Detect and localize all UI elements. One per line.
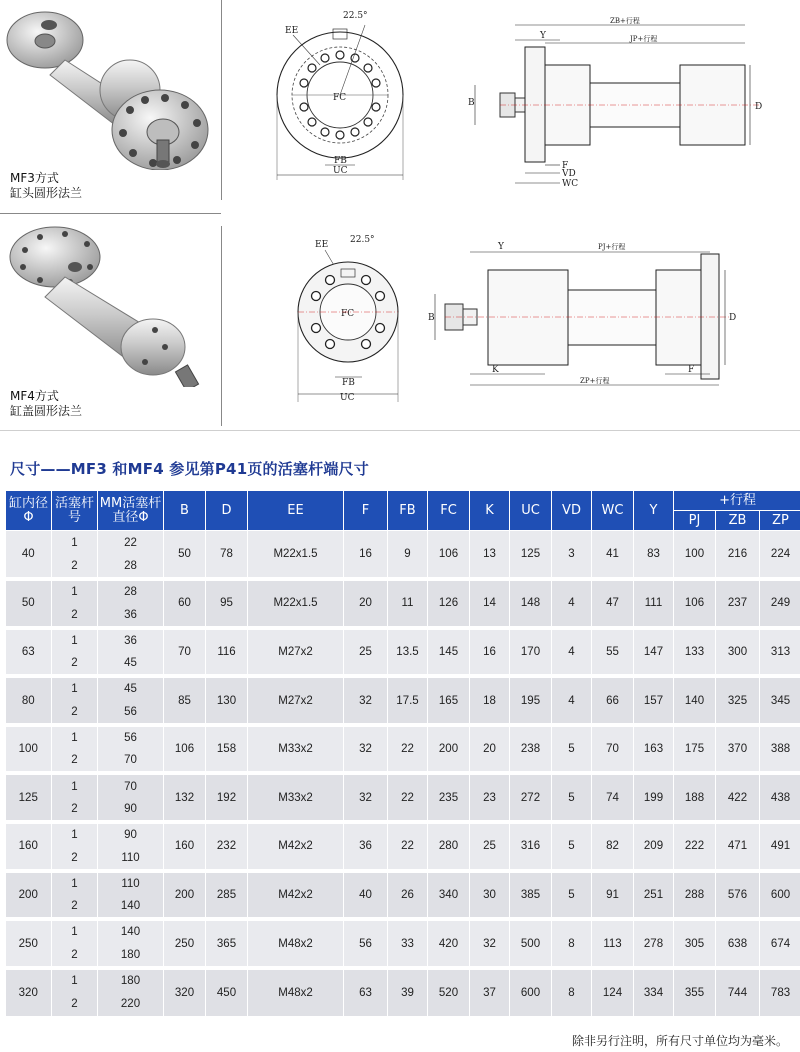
cell-bore: 200 (6, 871, 52, 920)
cell-f: 32 (344, 725, 388, 774)
cell-bore: 250 (6, 919, 52, 968)
cell-y: 111 (634, 579, 674, 628)
cell-rod-no: 1 (52, 628, 98, 652)
cell-rod-dia: 56 (98, 701, 164, 725)
cell-vd: 5 (552, 822, 592, 871)
cell-wc: 124 (592, 968, 634, 1017)
cell-rod-no: 1 (52, 676, 98, 700)
table-row (6, 919, 800, 943)
cell-fc: 106 (428, 531, 470, 580)
mf4-front-view (280, 232, 410, 407)
cell-rod-dia: 70 (98, 749, 164, 773)
cell-zp: 674 (760, 919, 800, 968)
cell-b: 85 (164, 676, 206, 725)
mf3-caption (10, 171, 82, 201)
cell-uc: 316 (510, 822, 552, 871)
divider-vertical (221, 0, 222, 200)
cell-wc: 113 (592, 919, 634, 968)
header-vd: VD (552, 491, 592, 531)
cell-y: 157 (634, 676, 674, 725)
header-ee: EE (248, 491, 344, 531)
cell-fc: 235 (428, 773, 470, 822)
cell-fb: 9 (388, 531, 428, 580)
cell-zb: 216 (716, 531, 760, 580)
cell-rod-dia: 140 (98, 895, 164, 919)
cell-zp: 438 (760, 773, 800, 822)
cell-rod-dia: 180 (98, 968, 164, 992)
label-uc: UC (340, 393, 355, 403)
cell-b: 250 (164, 919, 206, 968)
cell-zp: 249 (760, 579, 800, 628)
cell-f: 40 (344, 871, 388, 920)
mf4-caption (10, 389, 82, 419)
cell-rod-no: 2 (52, 652, 98, 676)
cell-ee: M22x1.5 (248, 579, 344, 628)
footnote: 除非另行注明，所有尺寸单位均为毫米。 (571, 1034, 788, 1048)
cell-ee: M33x2 (248, 725, 344, 774)
header-rod-no: 活塞杆号 (52, 491, 98, 531)
cell-rod-dia: 36 (98, 628, 164, 652)
cell-rod-no: 2 (52, 944, 98, 968)
cell-rod-dia: 45 (98, 676, 164, 700)
cell-b: 60 (164, 579, 206, 628)
cell-zb: 237 (716, 579, 760, 628)
cell-rod-no: 1 (52, 531, 98, 555)
cell-uc: 600 (510, 968, 552, 1017)
dimension-table (5, 490, 800, 1016)
cell-fc: 126 (428, 579, 470, 628)
cell-uc: 272 (510, 773, 552, 822)
cell-zp: 313 (760, 628, 800, 677)
cell-vd: 8 (552, 968, 592, 1017)
cell-k: 18 (470, 676, 510, 725)
cell-d: 158 (206, 725, 248, 774)
cell-wc: 47 (592, 579, 634, 628)
cell-rod-dia: 110 (98, 846, 164, 870)
cell-uc: 238 (510, 725, 552, 774)
cell-rod-dia: 28 (98, 579, 164, 603)
cell-vd: 4 (552, 579, 592, 628)
cell-f: 32 (344, 773, 388, 822)
cell-bore: 125 (6, 773, 52, 822)
cell-b: 160 (164, 822, 206, 871)
header-fc: FC (428, 491, 470, 531)
cell-ee: M22x1.5 (248, 531, 344, 580)
cell-vd: 5 (552, 725, 592, 774)
cell-rod-dia: 140 (98, 919, 164, 943)
table-row (6, 676, 800, 700)
cell-rod-no: 2 (52, 555, 98, 579)
cell-f: 56 (344, 919, 388, 968)
cell-d: 78 (206, 531, 248, 580)
header-rod-dia: MM活塞杆直径Φ (98, 491, 164, 531)
cell-wc: 82 (592, 822, 634, 871)
cell-k: 37 (470, 968, 510, 1017)
cell-y: 278 (634, 919, 674, 968)
cell-f: 36 (344, 822, 388, 871)
cell-rod-no: 1 (52, 579, 98, 603)
cell-f: 32 (344, 676, 388, 725)
cell-zb: 638 (716, 919, 760, 968)
mf4-side-view (420, 232, 795, 392)
cell-rod-dia: 36 (98, 603, 164, 627)
cell-pj: 188 (674, 773, 716, 822)
label-jp: JP+行程 (630, 35, 658, 43)
cell-rod-dia: 45 (98, 652, 164, 676)
label-d: D (729, 313, 737, 323)
cell-b: 70 (164, 628, 206, 677)
cell-k: 32 (470, 919, 510, 968)
cell-b: 50 (164, 531, 206, 580)
label-zp: ZP+行程 (580, 377, 610, 385)
cell-wc: 91 (592, 871, 634, 920)
label-d: D (755, 102, 763, 112)
label-fb: FB (334, 156, 347, 166)
header-f: F (344, 491, 388, 531)
cell-ee: M48x2 (248, 919, 344, 968)
cell-d: 232 (206, 822, 248, 871)
label-vd: VD (562, 169, 576, 179)
cell-fc: 165 (428, 676, 470, 725)
label-wc: WC (562, 179, 579, 189)
cell-rod-dia: 22 (98, 531, 164, 555)
cell-fb: 13.5 (388, 628, 428, 677)
header-bore: 缸内径 Φ (6, 491, 52, 531)
cell-uc: 500 (510, 919, 552, 968)
cell-zb: 576 (716, 871, 760, 920)
cell-zb: 744 (716, 968, 760, 1017)
cell-k: 23 (470, 773, 510, 822)
cell-b: 106 (164, 725, 206, 774)
cell-rod-dia: 28 (98, 555, 164, 579)
divider-horizontal (0, 430, 800, 431)
cell-fb: 39 (388, 968, 428, 1017)
cell-rod-no: 2 (52, 798, 98, 822)
cell-pj: 175 (674, 725, 716, 774)
cell-pj: 288 (674, 871, 716, 920)
header-d: D (206, 491, 248, 531)
label-y: Y (540, 31, 546, 41)
cell-ee: M42x2 (248, 822, 344, 871)
cell-fb: 17.5 (388, 676, 428, 725)
cell-rod-dia: 180 (98, 944, 164, 968)
cell-fc: 200 (428, 725, 470, 774)
mf4-caption-title: MF4方式 (10, 389, 59, 403)
cell-k: 20 (470, 725, 510, 774)
cell-zp: 491 (760, 822, 800, 871)
cell-bore: 50 (6, 579, 52, 628)
cell-y: 251 (634, 871, 674, 920)
cell-vd: 4 (552, 676, 592, 725)
cell-fc: 420 (428, 919, 470, 968)
cell-vd: 5 (552, 871, 592, 920)
cell-uc: 170 (510, 628, 552, 677)
cell-k: 16 (470, 628, 510, 677)
cell-uc: 385 (510, 871, 552, 920)
cell-pj: 140 (674, 676, 716, 725)
cell-fb: 11 (388, 579, 428, 628)
cell-f: 25 (344, 628, 388, 677)
label-fc: FC (341, 309, 355, 319)
label-b: B (428, 313, 435, 323)
label-fb: FB (342, 378, 355, 388)
cell-rod-no: 2 (52, 701, 98, 725)
cell-pj: 133 (674, 628, 716, 677)
cell-rod-dia: 220 (98, 992, 164, 1016)
cell-vd: 3 (552, 531, 592, 580)
cell-d: 95 (206, 579, 248, 628)
cell-rod-dia: 110 (98, 871, 164, 895)
label-f: F (562, 161, 569, 171)
header-y: Y (634, 491, 674, 531)
label-angle: 22.5° (350, 235, 375, 245)
cell-d: 450 (206, 968, 248, 1017)
label-uc: UC (333, 166, 348, 176)
mf3-caption-title: MF3方式 (10, 171, 59, 185)
cell-zp: 224 (760, 531, 800, 580)
mf3-side-view (460, 5, 795, 190)
label-zb: ZB+行程 (610, 17, 640, 25)
label-angle: 22.5° (343, 11, 368, 21)
cell-ee: M48x2 (248, 968, 344, 1017)
cell-fc: 340 (428, 871, 470, 920)
label-ee: EE (285, 26, 299, 36)
cell-zp: 388 (760, 725, 800, 774)
cell-wc: 66 (592, 676, 634, 725)
cell-zb: 325 (716, 676, 760, 725)
cell-rod-no: 1 (52, 773, 98, 797)
mf3-front-view (265, 5, 415, 190)
cell-rod-no: 2 (52, 895, 98, 919)
divider-vertical (221, 226, 222, 426)
cell-pj: 106 (674, 579, 716, 628)
cell-rod-no: 1 (52, 919, 98, 943)
cell-rod-no: 2 (52, 992, 98, 1016)
cell-y: 199 (634, 773, 674, 822)
table-row (6, 968, 800, 992)
cell-fb: 22 (388, 725, 428, 774)
cell-b: 320 (164, 968, 206, 1017)
cell-rod-dia: 90 (98, 822, 164, 846)
label-pj: PJ+行程 (598, 243, 626, 251)
cell-zp: 600 (760, 871, 800, 920)
cell-zb: 471 (716, 822, 760, 871)
cell-ee: M33x2 (248, 773, 344, 822)
cell-rod-no: 1 (52, 871, 98, 895)
label-fc: FC (333, 93, 347, 103)
cell-b: 132 (164, 773, 206, 822)
label-ee: EE (315, 240, 329, 250)
cell-rod-no: 1 (52, 725, 98, 749)
cell-fb: 33 (388, 919, 428, 968)
header-wc: WC (592, 491, 634, 531)
cell-bore: 160 (6, 822, 52, 871)
cell-y: 83 (634, 531, 674, 580)
cell-pj: 355 (674, 968, 716, 1017)
label-b: B (468, 98, 475, 108)
cell-k: 30 (470, 871, 510, 920)
mf4-render-image (5, 222, 215, 387)
cell-zp: 345 (760, 676, 800, 725)
cell-pj: 100 (674, 531, 716, 580)
header-b: B (164, 491, 206, 531)
table-row (6, 773, 800, 797)
cell-k: 25 (470, 822, 510, 871)
cell-vd: 4 (552, 628, 592, 677)
cell-uc: 195 (510, 676, 552, 725)
cell-pj: 305 (674, 919, 716, 968)
cell-ee: M27x2 (248, 628, 344, 677)
cell-ee: M42x2 (248, 871, 344, 920)
cell-d: 130 (206, 676, 248, 725)
label-f: F (688, 365, 695, 375)
cell-d: 365 (206, 919, 248, 968)
cell-uc: 148 (510, 579, 552, 628)
cell-rod-no: 1 (52, 968, 98, 992)
cell-fb: 22 (388, 822, 428, 871)
divider-horizontal (0, 213, 221, 214)
cell-wc: 55 (592, 628, 634, 677)
cell-fc: 280 (428, 822, 470, 871)
cell-bore: 63 (6, 628, 52, 677)
cell-ee: M27x2 (248, 676, 344, 725)
cell-pj: 222 (674, 822, 716, 871)
mf3-render-image (5, 5, 215, 170)
cell-wc: 41 (592, 531, 634, 580)
cell-y: 163 (634, 725, 674, 774)
cell-fc: 520 (428, 968, 470, 1017)
cell-zb: 422 (716, 773, 760, 822)
cell-d: 285 (206, 871, 248, 920)
header-zb: ZB (716, 511, 760, 531)
cell-wc: 74 (592, 773, 634, 822)
cell-bore: 100 (6, 725, 52, 774)
cell-zb: 300 (716, 628, 760, 677)
mf4-caption-subtitle: 缸盖圆形法兰 (10, 404, 83, 418)
cell-rod-dia: 70 (98, 773, 164, 797)
cell-y: 334 (634, 968, 674, 1017)
cell-zb: 370 (716, 725, 760, 774)
cell-vd: 8 (552, 919, 592, 968)
cell-y: 209 (634, 822, 674, 871)
drawings-area (0, 0, 800, 430)
cell-d: 192 (206, 773, 248, 822)
label-k: K (492, 365, 499, 375)
mf3-caption-subtitle: 缸头圆形法兰 (10, 186, 83, 200)
cell-rod-no: 2 (52, 603, 98, 627)
cell-rod-no: 2 (52, 749, 98, 773)
section-title: 尺寸——MF3 和MF4 参见第P41页的活塞杆端尺寸 (10, 460, 369, 478)
cell-f: 16 (344, 531, 388, 580)
header-k: K (470, 491, 510, 531)
cell-bore: 320 (6, 968, 52, 1017)
table-body (6, 531, 800, 1017)
cell-rod-no: 2 (52, 846, 98, 870)
header-uc: UC (510, 491, 552, 531)
table-row (6, 725, 800, 749)
header-fb: FB (388, 491, 428, 531)
cell-uc: 125 (510, 531, 552, 580)
cell-rod-dia: 90 (98, 798, 164, 822)
cell-rod-dia: 56 (98, 725, 164, 749)
label-y: Y (498, 242, 504, 252)
cell-vd: 5 (552, 773, 592, 822)
cell-fb: 26 (388, 871, 428, 920)
cell-k: 14 (470, 579, 510, 628)
header-pj: PJ (674, 511, 716, 531)
cell-f: 20 (344, 579, 388, 628)
cell-zp: 783 (760, 968, 800, 1017)
cell-k: 13 (470, 531, 510, 580)
cell-fb: 22 (388, 773, 428, 822)
cell-wc: 70 (592, 725, 634, 774)
table-row (6, 579, 800, 603)
header-zp: ZP (760, 511, 800, 531)
cell-b: 200 (164, 871, 206, 920)
table-row (6, 871, 800, 895)
cell-y: 147 (634, 628, 674, 677)
table-row (6, 822, 800, 846)
cell-bore: 80 (6, 676, 52, 725)
cell-f: 63 (344, 968, 388, 1017)
cell-rod-no: 1 (52, 822, 98, 846)
header-stroke: +行程 (674, 491, 800, 511)
table-row (6, 628, 800, 652)
table-row (6, 531, 800, 555)
cell-fc: 145 (428, 628, 470, 677)
cell-bore: 40 (6, 531, 52, 580)
cell-d: 116 (206, 628, 248, 677)
